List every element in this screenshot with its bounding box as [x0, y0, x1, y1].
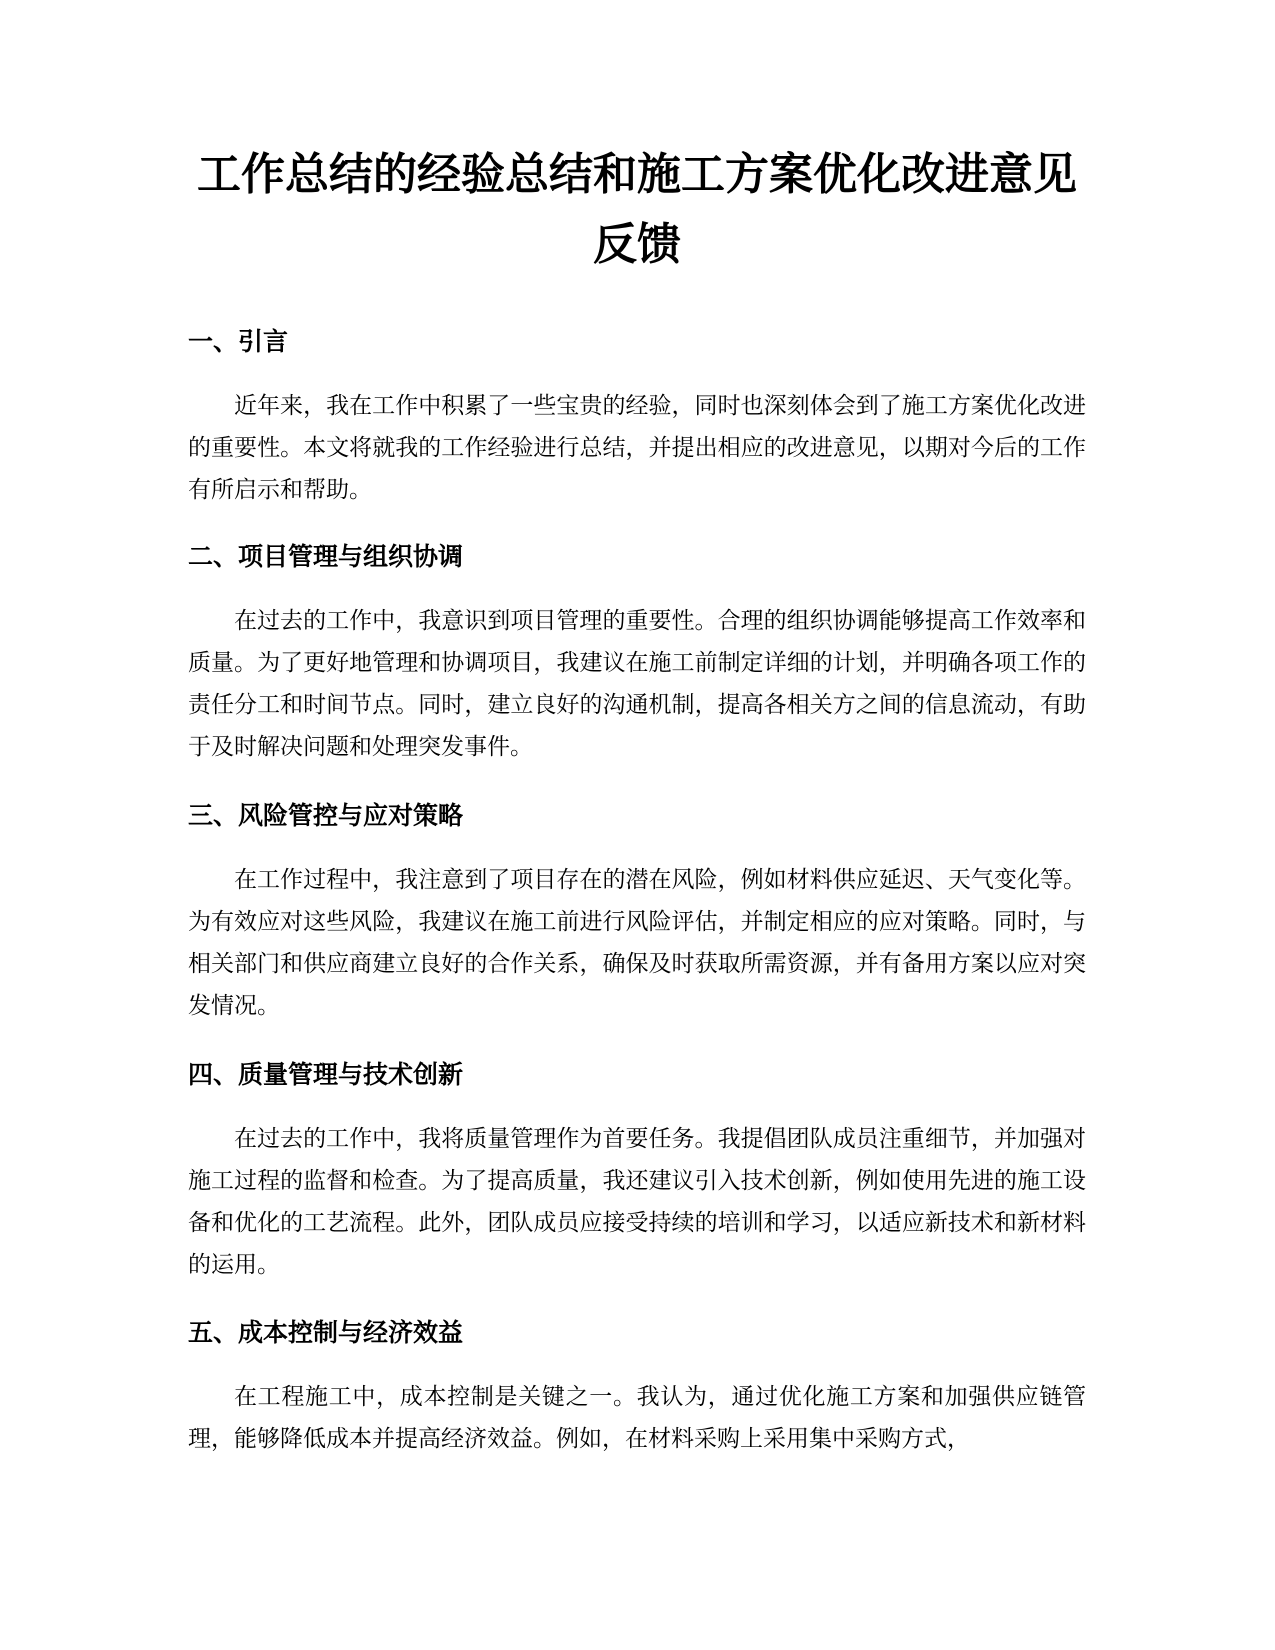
section-heading: 二、项目管理与组织协调: [188, 542, 464, 571]
section-paragraph: 在工程施工中，成本控制是关键之一。我认为，通过优化施工方案和加强供应链管理，能够降低成本并提高经济效益。例如，在材料采购上采用集中采购方式，: [188, 1384, 1086, 1452]
section-quality-management: [188, 1058, 1086, 1286]
section-cost-control: [188, 1316, 1086, 1460]
section-heading: 四、质量管理与技术创新: [188, 1060, 464, 1089]
section-risk-control: [188, 799, 1086, 1027]
document-title: 工作总结的经验总结和施工方案优化改进意见反馈: [197, 149, 1077, 270]
section-paragraph: 在过去的工作中，我意识到项目管理的重要性。合理的组织协调能够提高工作效率和质量。为了更好地管理和协调项目，我建议在施工前制定详细的计划，并明确各项工作的责任分工和时间节点。同时，建立良好的沟通机制，提高各相关方之间的信息流动，有助于及时解决问题和处理突发事件。: [188, 608, 1086, 760]
section-heading: 五、成本控制与经济效益: [188, 1318, 464, 1347]
section-paragraph: 近年来，我在工作中积累了一些宝贵的经验，同时也深刻体会到了施工方案优化改进的重要性。本文将就我的工作经验进行总结，并提出相应的改进意见，以期对今后的工作有所启示和帮助。: [188, 393, 1086, 503]
document-page: [188, 0, 1086, 1452]
section-heading: 三、风险管控与应对策略: [188, 801, 464, 830]
section-paragraph: 在过去的工作中，我将质量管理作为首要任务。我提倡团队成员注重细节，并加强对施工过程的监督和检查。为了提高质量，我还建议引入技术创新，例如使用先进的施工设备和优化的工艺流程。此外，团队成员应接受持续的培训和学习，以适应新技术和新材料的运用。: [188, 1126, 1086, 1278]
section-heading: 一、引言: [188, 327, 289, 356]
section-introduction: [188, 325, 1086, 511]
section-paragraph: 在工作过程中，我注意到了项目存在的潜在风险，例如材料供应延迟、天气变化等。为有效应对这些风险，我建议在施工前进行风险评估，并制定相应的应对策略。同时，与相关部门和供应商建立良好的合作关系，确保及时获取所需资源，并有备用方案以应对突发情况。: [188, 867, 1086, 1019]
section-project-management: [188, 540, 1086, 768]
